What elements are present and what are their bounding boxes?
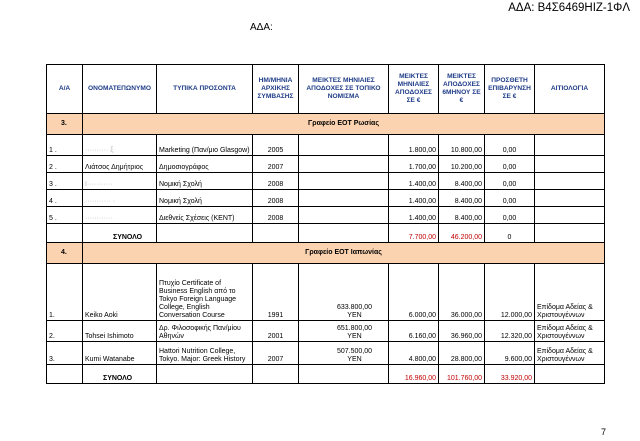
six-month-eur: 28.800,00 xyxy=(439,342,485,365)
staff-table xyxy=(46,64,605,384)
table-row xyxy=(47,190,605,207)
empty-cell xyxy=(253,365,299,384)
table-row xyxy=(47,321,605,342)
col-header: ΤΥΠΙΚΑ ΠΡΟΣΟΝΤΑ xyxy=(157,65,253,114)
col-header: ΜΕΙΚΤΕΣ ΜΗΝΙΑΙΕΣ ΑΠΟΔΟΧΕΣ ΣΕ € xyxy=(389,65,439,114)
empty-cell xyxy=(253,224,299,243)
local-pay: 633.800,00 YEN xyxy=(299,264,389,321)
empty-cell xyxy=(535,224,605,243)
col-header: Α/Α xyxy=(47,65,83,114)
reason: Επίδομα Αδείας & Χριστουγέννων xyxy=(535,321,605,342)
contract-year: 2005 xyxy=(253,135,299,156)
col-header: ΠΡΟΣΘΕΤΗ ΕΠΙΒΑΡΥΝΣΗ ΣΕ € xyxy=(485,65,535,114)
qualifications: Νομική Σχολή xyxy=(157,190,253,207)
employee-name: Ι··········· xyxy=(83,173,157,190)
empty-cell xyxy=(157,224,253,243)
employee-name: ··········· · xyxy=(83,190,157,207)
six-month-eur: 10.200,00 xyxy=(439,156,485,173)
row-number: 3 . xyxy=(47,173,83,190)
section-row xyxy=(47,243,605,264)
monthly-eur: 6.160,00 xyxy=(389,321,439,342)
local-pay xyxy=(299,207,389,224)
section-title: Γραφείο ΕΟΤ Ρωσίας xyxy=(83,114,605,135)
table-row xyxy=(47,135,605,156)
col-header: ΜΕΙΚΤΕΣ ΑΠΟΔΟΧΕΣ 6ΜΗΝΟΥ ΣΕ € xyxy=(439,65,485,114)
empty-cell xyxy=(299,224,389,243)
row-number: 5 . xyxy=(47,207,83,224)
employee-name: Λιάτσος Δημήτριος xyxy=(83,156,157,173)
qualifications: Marketing (Παν/μιο Glasgow) xyxy=(157,135,253,156)
monthly-eur: 1.800,00 xyxy=(389,135,439,156)
section-number: 4. xyxy=(47,243,83,264)
qualifications: Νομική Σχολή xyxy=(157,173,253,190)
col-header: ΜΕΙΚΤΕΣ ΜΗΝΙΑΙΕΣ ΑΠΟΔΟΧΕΣ ΣΕ ΤΟΠΙΚΟ ΝΟΜΙΣΜΑ xyxy=(299,65,389,114)
row-number: 1 . xyxy=(47,135,83,156)
empty-cell xyxy=(47,365,83,384)
monthly-eur: 1.400,00 xyxy=(389,190,439,207)
monthly-eur: 1.400,00 xyxy=(389,173,439,190)
six-month-eur: 8.400,00 xyxy=(439,207,485,224)
employee-name: Kumi Watanabe xyxy=(83,342,157,365)
total-six-month: 101.760,00 xyxy=(439,365,485,384)
total-label: ΣΥΝΟΛΟ xyxy=(83,365,157,384)
extra-cost: 12.320,00 xyxy=(485,321,535,342)
contract-year: 1991 xyxy=(253,264,299,321)
total-monthly: 16.960,00 xyxy=(389,365,439,384)
row-number: 3. xyxy=(47,342,83,365)
six-month-eur: 8.400,00 xyxy=(439,190,485,207)
extra-cost: 12.000,00 xyxy=(485,264,535,321)
extra-cost: 0,00 xyxy=(485,173,535,190)
ada-label: ΑΔΑ: xyxy=(250,22,273,33)
employee-name: ············ xyxy=(83,207,157,224)
section-row xyxy=(47,114,605,135)
local-pay: 651.800,00 YEN xyxy=(299,321,389,342)
qualifications: Δημοσιογράφος xyxy=(157,156,253,173)
table-row xyxy=(47,173,605,190)
section-number: 3. xyxy=(47,114,83,135)
total-extra: 0 xyxy=(485,224,535,243)
col-header: ΟΝΟΜΑΤΕΠΩΝΥΜΟ xyxy=(83,65,157,114)
six-month-eur: 10.800,00 xyxy=(439,135,485,156)
contract-year: 2007 xyxy=(253,156,299,173)
contract-year: 2007 xyxy=(253,342,299,365)
total-label: ΣΥΝΟΛΟ xyxy=(83,224,157,243)
monthly-eur: 1.700,00 xyxy=(389,156,439,173)
six-month-eur: 36.000,00 xyxy=(439,264,485,321)
six-month-eur: 36.960,00 xyxy=(439,321,485,342)
reason xyxy=(535,207,605,224)
reason xyxy=(535,156,605,173)
total-monthly: 7.700,00 xyxy=(389,224,439,243)
empty-cell xyxy=(157,365,253,384)
reason xyxy=(535,135,605,156)
total-six-month: 46.200,00 xyxy=(439,224,485,243)
total-extra: 33.920,00 xyxy=(485,365,535,384)
employee-name: ·········· ξ xyxy=(83,135,157,156)
reason: Επίδομα Αδείας & Χριστουγέννων xyxy=(535,342,605,365)
table-row xyxy=(47,207,605,224)
row-number: 2. xyxy=(47,321,83,342)
contract-year: 2008 xyxy=(253,207,299,224)
local-pay xyxy=(299,156,389,173)
page-number: 7 xyxy=(600,427,606,437)
section-title: Γραφείο ΕΟΤ Ιαπωνίας xyxy=(83,243,605,264)
qualifications: Διεθνείς Σχέσεις (ΚΕΝΤ) xyxy=(157,207,253,224)
qualifications: Δρ. Φιλοσοφικής Παν/μίου Αθηνών xyxy=(157,321,253,342)
table-row xyxy=(47,156,605,173)
col-header: ΗΜ/ΜΗΝΙΑ ΑΡΧΙΚΗΣ ΣΥΜΒΑΣΗΣ xyxy=(253,65,299,114)
total-row xyxy=(47,365,605,384)
employee-name: Keiko Aoki xyxy=(83,264,157,321)
empty-cell xyxy=(299,365,389,384)
table-row xyxy=(47,342,605,365)
monthly-eur: 4.800,00 xyxy=(389,342,439,365)
row-number: 2 . xyxy=(47,156,83,173)
contract-year: 2008 xyxy=(253,190,299,207)
contract-year: 2001 xyxy=(253,321,299,342)
qualifications: Πτυχίο Certificate of Business English από το Tokyo Foreign Language College, English Conversation Course xyxy=(157,264,253,321)
extra-cost: 0,00 xyxy=(485,135,535,156)
qualifications: Hattori Nutrition College, Tokyo. Major: Greek History xyxy=(157,342,253,365)
row-number: 4 . xyxy=(47,190,83,207)
col-header: ΑΙΤΙΟΛΟΓΙΑ xyxy=(535,65,605,114)
extra-cost: 0,00 xyxy=(485,156,535,173)
extra-cost: 0,00 xyxy=(485,207,535,224)
ada-code-header: ΑΔΑ: Β4Σ6469ΗΙΖ-1ΦΛ xyxy=(508,2,630,14)
extra-cost: 0,00 xyxy=(485,190,535,207)
contract-year: 2008 xyxy=(253,173,299,190)
reason: Επίδομα Αδείας & Χριστουγέννων xyxy=(535,264,605,321)
local-pay xyxy=(299,135,389,156)
header-row xyxy=(47,65,605,114)
local-pay xyxy=(299,190,389,207)
local-pay: 507.500,00 YEN xyxy=(299,342,389,365)
six-month-eur: 8.400,00 xyxy=(439,173,485,190)
empty-cell xyxy=(47,224,83,243)
row-number: 1. xyxy=(47,264,83,321)
reason xyxy=(535,190,605,207)
monthly-eur: 1.400,00 xyxy=(389,207,439,224)
reason xyxy=(535,173,605,190)
monthly-eur: 6.000,00 xyxy=(389,264,439,321)
total-row xyxy=(47,224,605,243)
local-pay xyxy=(299,173,389,190)
extra-cost: 9.600,00 xyxy=(485,342,535,365)
employee-name: Tohsei Ishimoto xyxy=(83,321,157,342)
table-row xyxy=(47,264,605,321)
empty-cell xyxy=(535,365,605,384)
